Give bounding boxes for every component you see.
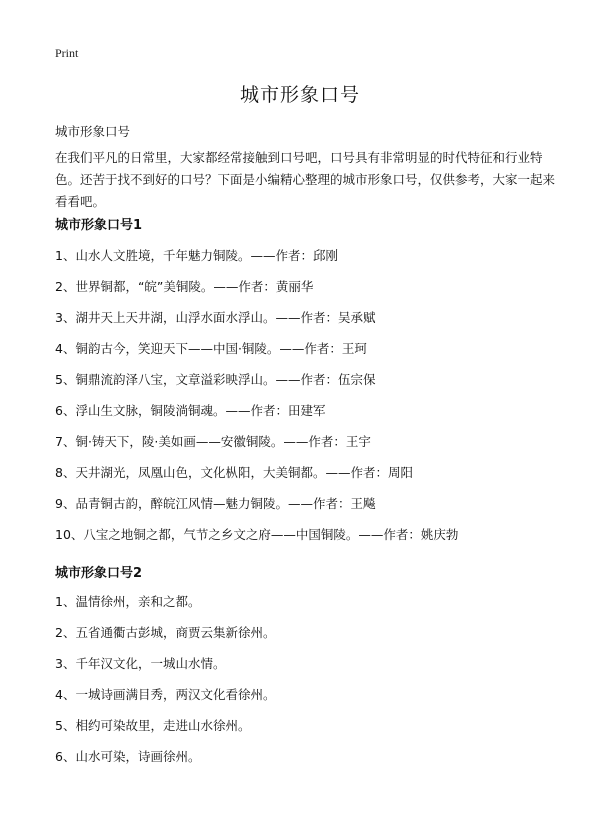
list-item: 1、温情徐州，亲和之都。 <box>55 594 201 609</box>
list-item: 6、浮山生文脉，铜陵淌铜魂。——作者：田建军 <box>55 403 326 418</box>
print-link[interactable]: Print <box>55 46 79 60</box>
list-item: 2、五省通衢古彭城，商贾云集新徐州。 <box>55 625 276 640</box>
list-item: 2、世界铜都，“皖”美铜陵。——作者：黄丽华 <box>55 279 314 294</box>
list-item: 5、相约可染故里，走进山水徐州。 <box>55 718 251 733</box>
list-item: 10、八宝之地铜之都，气节之乡文之府——中国铜陵。——作者：姚庆勃 <box>55 527 459 542</box>
list-item: 4、铜韵古今，笑迎天下——中国·铜陵。——作者：王珂 <box>55 341 367 356</box>
subtitle: 城市形象口号 <box>55 124 131 139</box>
slogan-list-2 <box>55 592 575 778</box>
list-item: 9、品青铜古韵，醉皖江风情—魅力铜陵。——作者：王飚 <box>55 496 376 511</box>
slogan-list-1 <box>55 246 575 556</box>
page-title: 城市形象口号 <box>239 84 360 106</box>
intro-paragraph: 在我们平凡的日常里，大家都经常接触到口号吧，口号具有非常明显的时代特征和行业特色。还苦于找不到好的口号？下面是小编精心整理的城市形象口号，仅供参考，大家一起来看看吧。 <box>55 150 556 209</box>
section-heading-1: 城市形象口号1 <box>55 218 143 233</box>
list-item: 6、山水可染，诗画徐州。 <box>55 749 201 764</box>
list-item: 1、山水人文胜境，千年魅力铜陵。——作者：邱刚 <box>55 248 338 263</box>
list-item: 8、天井湖光，凤凰山色，文化枞阳，大美铜都。——作者：周阳 <box>55 465 413 480</box>
section-heading-2: 城市形象口号2 <box>55 566 143 581</box>
list-item: 5、铜鼎流韵泽八宝，文章溢彩映浮山。——作者：伍宗保 <box>55 372 376 387</box>
list-item: 3、湖井天上天井湖，山浮水面水浮山。——作者：吴承赋 <box>55 310 376 325</box>
list-item: 4、一城诗画满目秀，两汉文化看徐州。 <box>55 687 276 702</box>
list-item: 7、铜·铸天下，陵·美如画——安徽铜陵。——作者：王宇 <box>55 434 371 449</box>
list-item: 3、千年汉文化，一城山水情。 <box>55 656 226 671</box>
